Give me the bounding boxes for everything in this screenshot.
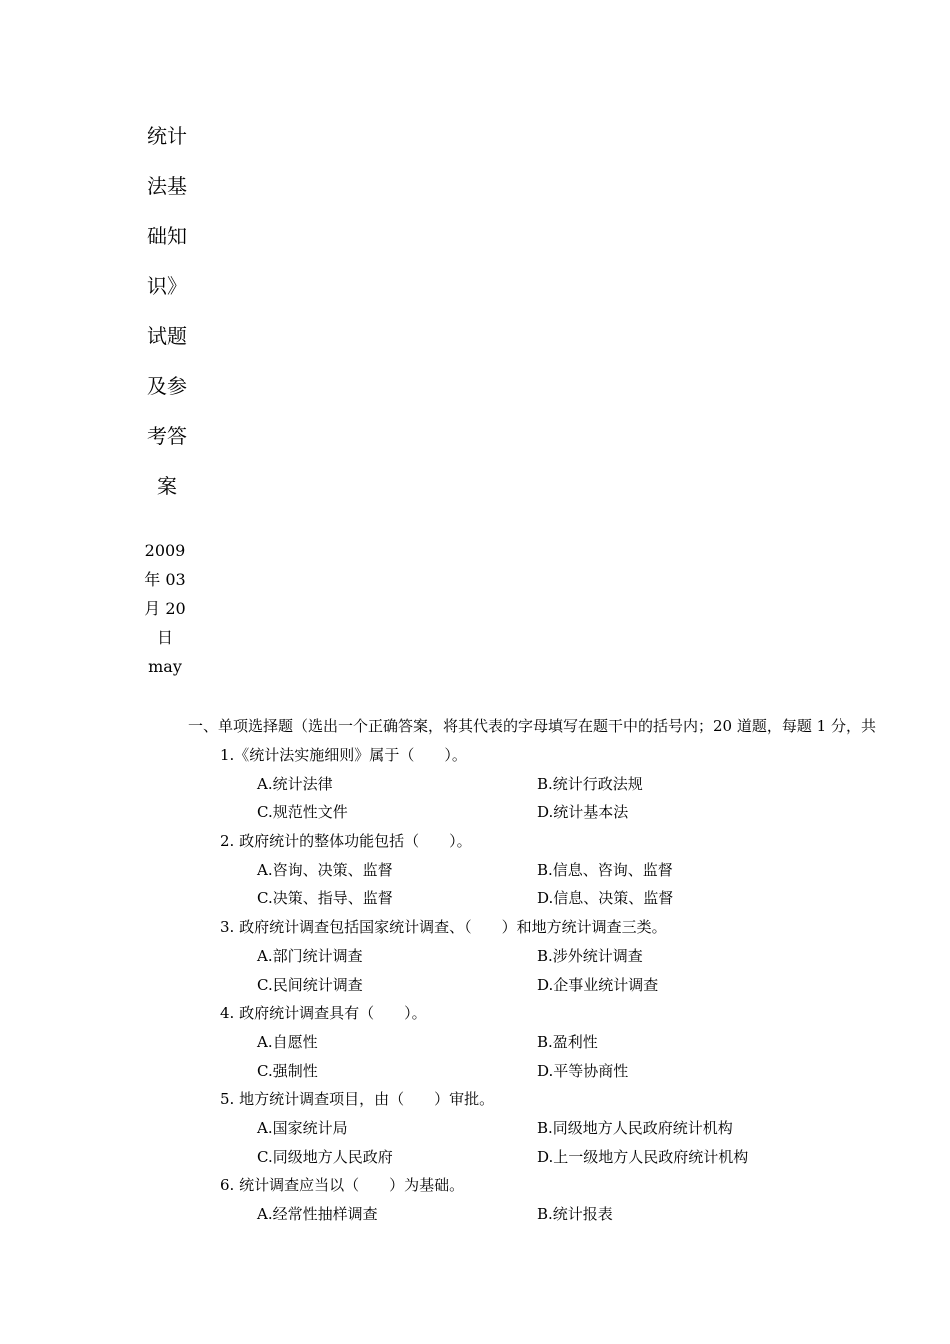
option-c: C.规范性文件: [257, 803, 348, 822]
title-line: 础知: [147, 224, 187, 248]
option-b: B.统计报表: [537, 1205, 613, 1223]
option-d: D.企事业统计调查: [537, 975, 659, 994]
option-row: [0, 770, 950, 799]
option-row: [0, 856, 950, 885]
question-text: 3. 政府统计调查包括国家统计调查、（ ）和地方统计调查三类。: [220, 918, 667, 937]
option-row: [0, 1028, 950, 1057]
option-d: D.统计基本法: [537, 803, 629, 822]
option-row: [0, 1114, 950, 1143]
question-text: 5. 地方统计调查项目，由（ ）审批。: [220, 1090, 495, 1109]
option-row: [0, 971, 950, 1000]
option-row: [0, 942, 950, 971]
question-stem-row: [0, 913, 950, 942]
option-c: C.同级地方人民政府: [257, 1147, 393, 1166]
option-a: A.经常性抽样调查: [257, 1205, 378, 1223]
option-c: C.强制性: [257, 1061, 318, 1080]
option-a: A.咨询、决策、监督: [257, 860, 393, 879]
option-d: D.上一级地方人民政府统计机构: [537, 1147, 749, 1166]
question-stem-row: [0, 1171, 950, 1200]
date-line: may: [148, 657, 182, 676]
question-stem-row: [0, 999, 950, 1028]
title-line: 及参: [147, 374, 187, 398]
title-line: 试题: [147, 324, 187, 348]
question-stem-row: [0, 827, 950, 856]
title-line: 案: [157, 474, 177, 498]
option-d: D.信息、决策、监督: [537, 889, 674, 908]
option-b: B.涉外统计调查: [537, 946, 643, 965]
option-c: C.民间统计调查: [257, 975, 363, 994]
option-row: [0, 1143, 950, 1172]
question-stem-row: [0, 741, 950, 770]
option-row: [0, 798, 950, 827]
title-line: 法基: [147, 174, 187, 198]
question-text: 6. 统计调查应当以（ ）为基础。: [220, 1176, 465, 1195]
section-heading: 一、单项选择题（选出一个正确答案，将其代表的字母填写在题干中的括号内；20 道题，每题 1 分，共: [188, 717, 876, 735]
option-a: A.自愿性: [257, 1032, 318, 1051]
option-row: [0, 1057, 950, 1086]
document-date: [140, 536, 190, 681]
option-b: B.信息、咨询、监督: [537, 860, 673, 879]
date-line: 日: [156, 628, 173, 647]
date-line: 2009: [144, 541, 186, 560]
question-text: 4. 政府统计调查具有（ ）。: [220, 1004, 427, 1023]
date-line: 月 20: [144, 599, 186, 618]
option-a: A.统计法律: [257, 774, 333, 793]
date-line: 年 03: [144, 570, 186, 589]
question-list: [0, 741, 950, 1229]
option-b: B.盈利性: [537, 1032, 598, 1051]
option-a: A.部门统计调查: [257, 946, 363, 965]
option-c: C.决策、指导、监督: [257, 889, 393, 908]
question-text: 2. 政府统计的整体功能包括（ ）。: [220, 832, 472, 851]
title-line: 识》: [147, 274, 187, 298]
option-row: [0, 884, 950, 913]
title-line: 统计: [147, 124, 187, 148]
option-b: B.同级地方人民政府统计机构: [537, 1118, 733, 1137]
option-d: D.平等协商性: [537, 1061, 629, 1080]
document-title: [145, 118, 189, 518]
title-line: 考答: [147, 424, 187, 448]
question-text: 1.《统计法实施细则》属于（ ）。: [220, 746, 467, 764]
question-stem-row: [0, 1085, 950, 1114]
option-row: [0, 1200, 950, 1229]
option-b: B.统计行政法规: [537, 774, 643, 793]
option-a: A.国家统计局: [257, 1118, 348, 1137]
